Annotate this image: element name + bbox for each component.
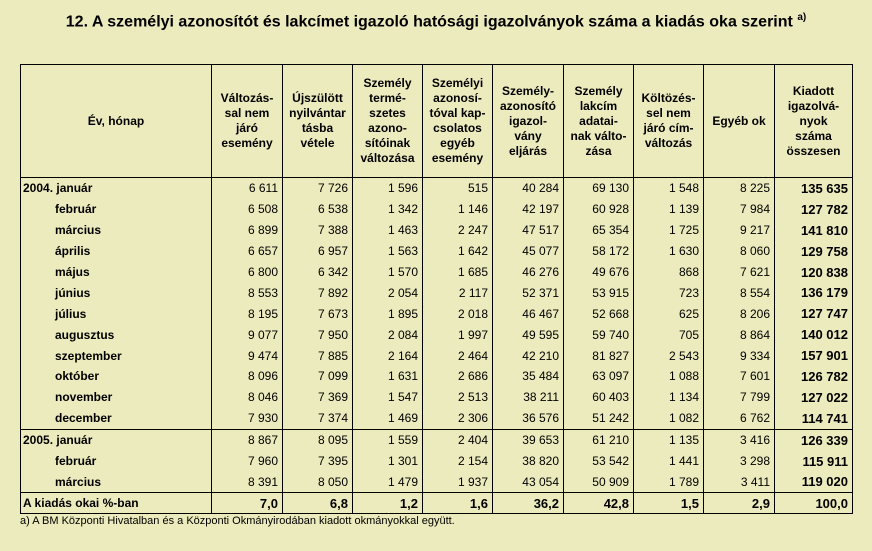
table-row — [21, 324, 853, 345]
table-cell: 1 563 — [353, 241, 423, 262]
table-cell: 52 668 — [564, 303, 634, 324]
summary-row — [21, 493, 853, 514]
table-row — [21, 408, 853, 429]
table-cell: 2 306 — [423, 408, 493, 429]
total-cell: 129 758 — [775, 241, 853, 262]
row-label: 2004. január — [21, 178, 212, 199]
table-cell: 8 553 — [212, 282, 283, 303]
table-cell: 81 827 — [564, 345, 634, 366]
column-header: Egyéb ok — [704, 65, 775, 178]
summary-cell: 7,0 — [212, 493, 283, 514]
table-cell: 7 395 — [283, 451, 353, 472]
table-cell: 7 099 — [283, 366, 353, 387]
total-cell: 126 782 — [775, 366, 853, 387]
title-text: 12. A személyi azonosítót és lakcímet igazoló hatósági igazolványok száma a kiadás oka szerint — [65, 13, 793, 31]
table-cell: 1 642 — [423, 241, 493, 262]
table-cell: 6 899 — [212, 220, 283, 241]
table-cell: 9 474 — [212, 345, 283, 366]
total-cell: 140 012 — [775, 324, 853, 345]
table-row — [21, 178, 853, 199]
column-header: Személy- azonosító igazol- vány eljárás — [493, 65, 564, 178]
table-row — [21, 345, 853, 366]
table-row — [21, 241, 853, 262]
summary-label: A kiadás okai %-ban — [21, 493, 212, 514]
table-cell: 59 740 — [564, 324, 634, 345]
table-cell: 1 139 — [634, 199, 704, 220]
row-label: augusztus — [21, 324, 212, 345]
column-header: Változás- sal nem járó esemény — [212, 65, 283, 178]
table-cell: 7 621 — [704, 262, 775, 283]
table-cell: 9 217 — [704, 220, 775, 241]
table-row — [21, 303, 853, 324]
total-cell: 135 635 — [775, 178, 853, 199]
table-row — [21, 366, 853, 387]
table-cell: 46 467 — [493, 303, 564, 324]
table-cell: 49 676 — [564, 262, 634, 283]
table-cell: 2 513 — [423, 387, 493, 408]
column-header: Személyi azonosí- tóval kap- csolatos egyéb esemény — [423, 65, 493, 178]
table-cell: 9 077 — [212, 324, 283, 345]
table-row — [21, 471, 853, 492]
table-cell: 8 554 — [704, 282, 775, 303]
column-header: Kiadott igazolvá- nyok száma összesen — [775, 65, 853, 178]
table-cell: 6 957 — [283, 241, 353, 262]
table-cell: 3 416 — [704, 429, 775, 450]
row-label: október — [21, 366, 212, 387]
table-cell: 7 892 — [283, 282, 353, 303]
table-cell: 60 928 — [564, 199, 634, 220]
table-cell: 3 298 — [704, 451, 775, 472]
row-label: március — [21, 220, 212, 241]
row-label: február — [21, 451, 212, 472]
table-cell: 39 653 — [493, 429, 564, 450]
row-label: április — [21, 241, 212, 262]
table-cell: 625 — [634, 303, 704, 324]
column-header: Személy lakcím adatai- nak válto- zása — [564, 65, 634, 178]
data-table — [20, 64, 853, 514]
table-cell: 7 388 — [283, 220, 353, 241]
table-cell: 9 334 — [704, 345, 775, 366]
table-cell: 1 469 — [353, 408, 423, 429]
table-cell: 8 060 — [704, 241, 775, 262]
table-cell: 65 354 — [564, 220, 634, 241]
total-cell: 141 810 — [775, 220, 853, 241]
table-cell: 58 172 — [564, 241, 634, 262]
table-cell: 1 895 — [353, 303, 423, 324]
page-title — [0, 12, 872, 31]
table-cell: 6 508 — [212, 199, 283, 220]
table-cell: 1 088 — [634, 366, 704, 387]
total-cell: 157 901 — [775, 345, 853, 366]
table-cell: 8 195 — [212, 303, 283, 324]
table-cell: 53 542 — [564, 451, 634, 472]
table-cell: 868 — [634, 262, 704, 283]
row-label: 2005. január — [21, 429, 212, 450]
table-cell: 43 054 — [493, 471, 564, 492]
table-cell: 6 762 — [704, 408, 775, 429]
table-cell: 7 799 — [704, 387, 775, 408]
table-cell: 6 342 — [283, 262, 353, 283]
table-cell: 50 909 — [564, 471, 634, 492]
table-cell: 47 517 — [493, 220, 564, 241]
table-cell: 2 247 — [423, 220, 493, 241]
table-cell: 1 134 — [634, 387, 704, 408]
table-cell: 1 725 — [634, 220, 704, 241]
column-header: Költözés- sel nem járó cím- változás — [634, 65, 704, 178]
table-cell: 1 548 — [634, 178, 704, 199]
table-cell: 38 820 — [493, 451, 564, 472]
table-cell: 7 601 — [704, 366, 775, 387]
table-cell: 8 050 — [283, 471, 353, 492]
table-cell: 46 276 — [493, 262, 564, 283]
table-cell: 7 374 — [283, 408, 353, 429]
table-cell: 1 479 — [353, 471, 423, 492]
table-cell: 63 097 — [564, 366, 634, 387]
table-cell: 8 867 — [212, 429, 283, 450]
table-row — [21, 429, 853, 450]
table-cell: 1 789 — [634, 471, 704, 492]
summary-cell: 2,9 — [704, 493, 775, 514]
column-header: Újszülött nyilvántar tásba vétele — [283, 65, 353, 178]
table-cell: 8 096 — [212, 366, 283, 387]
total-cell: 127 782 — [775, 199, 853, 220]
table-cell: 2 117 — [423, 282, 493, 303]
summary-cell: 100,0 — [775, 493, 853, 514]
table-cell: 6 657 — [212, 241, 283, 262]
header-row — [21, 65, 853, 178]
table-cell: 49 595 — [493, 324, 564, 345]
table-cell: 69 130 — [564, 178, 634, 199]
total-cell: 136 179 — [775, 282, 853, 303]
table-cell: 53 915 — [564, 282, 634, 303]
table-cell: 1 631 — [353, 366, 423, 387]
row-label: július — [21, 303, 212, 324]
table-row — [21, 282, 853, 303]
column-header: Személy termé- szetes azono- sítóinak változása — [353, 65, 423, 178]
table-cell: 38 211 — [493, 387, 564, 408]
table-cell: 42 197 — [493, 199, 564, 220]
table-body — [21, 178, 853, 493]
table-cell: 515 — [423, 178, 493, 199]
table-row — [21, 387, 853, 408]
table-cell: 6 611 — [212, 178, 283, 199]
row-label: február — [21, 199, 212, 220]
table-cell: 8 391 — [212, 471, 283, 492]
table-cell: 2 018 — [423, 303, 493, 324]
table-row — [21, 199, 853, 220]
table-cell: 1 342 — [353, 199, 423, 220]
table-cell: 8 046 — [212, 387, 283, 408]
table-cell: 2 543 — [634, 345, 704, 366]
table-cell: 6 800 — [212, 262, 283, 283]
table-cell: 7 885 — [283, 345, 353, 366]
table-cell: 2 464 — [423, 345, 493, 366]
row-label: november — [21, 387, 212, 408]
total-cell: 119 020 — [775, 471, 853, 492]
row-label: szeptember — [21, 345, 212, 366]
summary-cell: 1,5 — [634, 493, 704, 514]
summary-cell: 6,8 — [283, 493, 353, 514]
table-cell: 61 210 — [564, 429, 634, 450]
table-cell: 2 154 — [423, 451, 493, 472]
table-cell: 2 054 — [353, 282, 423, 303]
table-cell: 2 404 — [423, 429, 493, 450]
row-label: december — [21, 408, 212, 429]
row-label: március — [21, 471, 212, 492]
table-cell: 1 146 — [423, 199, 493, 220]
table-cell: 1 596 — [353, 178, 423, 199]
table-cell: 8 864 — [704, 324, 775, 345]
table-cell: 1 685 — [423, 262, 493, 283]
table-cell: 60 403 — [564, 387, 634, 408]
header-year-month: Év, hónap — [21, 65, 212, 178]
table-cell: 40 284 — [493, 178, 564, 199]
total-cell: 127 747 — [775, 303, 853, 324]
summary-cell: 1,6 — [423, 493, 493, 514]
table-cell: 2 164 — [353, 345, 423, 366]
table-cell: 705 — [634, 324, 704, 345]
table-cell: 3 411 — [704, 471, 775, 492]
table-cell: 8 095 — [283, 429, 353, 450]
table-cell: 1 301 — [353, 451, 423, 472]
table-row — [21, 451, 853, 472]
title-footnote-mark: a) — [797, 12, 807, 23]
table-cell: 8 225 — [704, 178, 775, 199]
table-cell: 1 463 — [353, 220, 423, 241]
table-cell: 1 441 — [634, 451, 704, 472]
table-cell: 8 206 — [704, 303, 775, 324]
row-label: június — [21, 282, 212, 303]
total-cell: 126 339 — [775, 429, 853, 450]
table-cell: 1 559 — [353, 429, 423, 450]
table-cell: 36 576 — [493, 408, 564, 429]
table-cell: 2 686 — [423, 366, 493, 387]
summary-cell: 42,8 — [564, 493, 634, 514]
table-cell: 1 082 — [634, 408, 704, 429]
row-label: május — [21, 262, 212, 283]
table-cell: 1 547 — [353, 387, 423, 408]
table-cell: 7 984 — [704, 199, 775, 220]
table-cell: 2 084 — [353, 324, 423, 345]
footnote: a) A BM Központi Hivatalban és a Központi Okmányirodában kiadott okmányokkal együtt. — [20, 515, 455, 527]
table-cell: 52 371 — [493, 282, 564, 303]
table-cell: 1 630 — [634, 241, 704, 262]
table-cell: 45 077 — [493, 241, 564, 262]
table-cell: 7 930 — [212, 408, 283, 429]
table-cell: 1 135 — [634, 429, 704, 450]
table-cell: 6 538 — [283, 199, 353, 220]
table-row — [21, 220, 853, 241]
table-cell: 7 950 — [283, 324, 353, 345]
table-row — [21, 262, 853, 283]
table-cell: 1 997 — [423, 324, 493, 345]
table-cell: 723 — [634, 282, 704, 303]
table-cell: 7 673 — [283, 303, 353, 324]
table-cell: 1 570 — [353, 262, 423, 283]
table-cell: 42 210 — [493, 345, 564, 366]
summary-cell: 1,2 — [353, 493, 423, 514]
table-cell: 7 960 — [212, 451, 283, 472]
table-cell: 7 369 — [283, 387, 353, 408]
total-cell: 114 741 — [775, 408, 853, 429]
total-cell: 120 838 — [775, 262, 853, 283]
total-cell: 127 022 — [775, 387, 853, 408]
table-cell: 1 937 — [423, 471, 493, 492]
total-cell: 115 911 — [775, 451, 853, 472]
table-cell: 35 484 — [493, 366, 564, 387]
summary-cell: 36,2 — [493, 493, 564, 514]
table-cell: 7 726 — [283, 178, 353, 199]
table-cell: 51 242 — [564, 408, 634, 429]
